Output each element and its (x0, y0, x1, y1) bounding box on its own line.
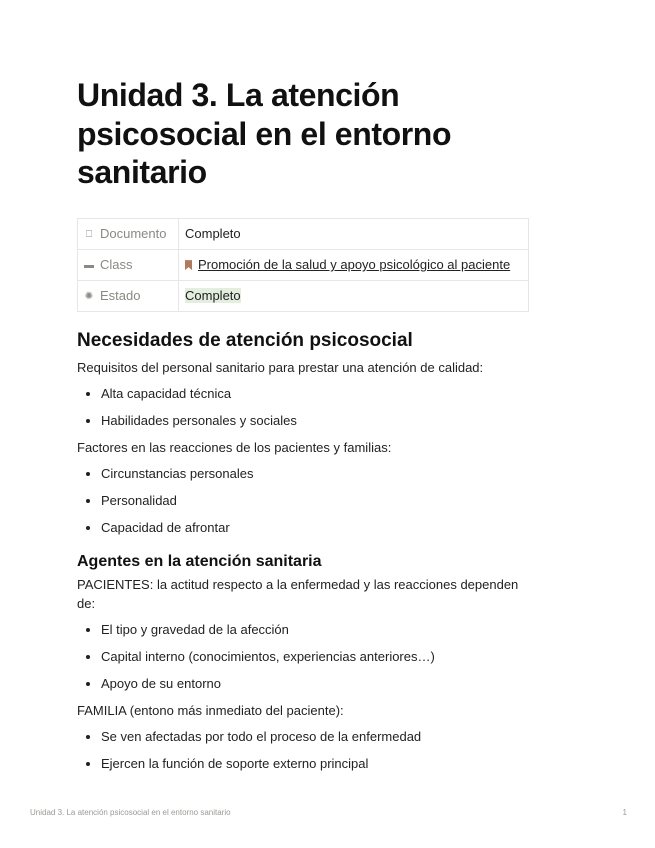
document-icon: ⎕ (86, 228, 92, 240)
property-name-cell (78, 218, 179, 249)
property-value-cell (179, 249, 529, 280)
status-badge: Completo (185, 288, 241, 304)
property-value-cell (179, 280, 529, 311)
property-row-estado (78, 280, 529, 311)
property-value: Completo (185, 226, 241, 242)
class-link[interactable]: Promoción de la salud y apoyo psicológico al paciente (198, 257, 511, 273)
list-item: • Circunstancias personales (101, 464, 529, 483)
paragraph: Requisitos del personal sanitario para prestar una atención de calidad: (77, 359, 484, 375)
property-name: Class (100, 256, 133, 272)
list-item: • Capital interno (conocimientos, experiencias anteriores…) (101, 647, 529, 666)
property-name-cell (78, 280, 179, 311)
list-item: • Personalidad (101, 491, 529, 510)
paragraph: FAMILIA (entono más inmediato del paciente): (77, 702, 344, 718)
property-row-class (78, 249, 529, 280)
property-row-documento (78, 218, 529, 249)
properties-table (77, 218, 529, 312)
property-value-cell (179, 218, 529, 249)
status-loader-icon: ✺ (84, 290, 94, 302)
list-item: • Ejercen la función de soporte externo principal (101, 754, 529, 773)
bookmark-icon (185, 260, 192, 270)
property-name-cell (78, 249, 179, 280)
list-item: • Habilidades personales y sociales (101, 411, 529, 430)
subsection-heading: Agentes en la atención sanitaria (77, 552, 322, 570)
footer-title: Unidad 3. La atención psicosocial en el entorno sanitario (30, 808, 231, 817)
list-item: • Se ven afectadas por todo el proceso de la enfermedad (101, 727, 529, 746)
book-icon: ▬ (84, 259, 94, 271)
bullet-list (77, 384, 529, 430)
bullet-list (77, 620, 529, 693)
bullet-list (77, 727, 529, 773)
document-page (77, 76, 529, 781)
list-item: • Capacidad de afrontar (101, 518, 529, 537)
page-number: 1 (622, 808, 627, 817)
page-title: Unidad 3. La atención psicosocial en el entorno sanitario (77, 77, 452, 190)
section-heading: Necesidades de atención psicosocial (77, 329, 413, 351)
list-item: • El tipo y gravedad de la afección (101, 620, 529, 639)
paragraph: PACIENTES: la actitud respecto a la enfermedad y las reacciones dependen de: (77, 576, 519, 611)
paragraph: Factores en las reacciones de los pacientes y familias: (77, 439, 392, 455)
property-name: Estado (100, 287, 141, 303)
list-item: • Apoyo de su entorno (101, 674, 529, 693)
list-item: • Alta capacidad técnica (101, 384, 529, 403)
property-name: Documento (100, 225, 167, 241)
bullet-list (77, 464, 529, 537)
